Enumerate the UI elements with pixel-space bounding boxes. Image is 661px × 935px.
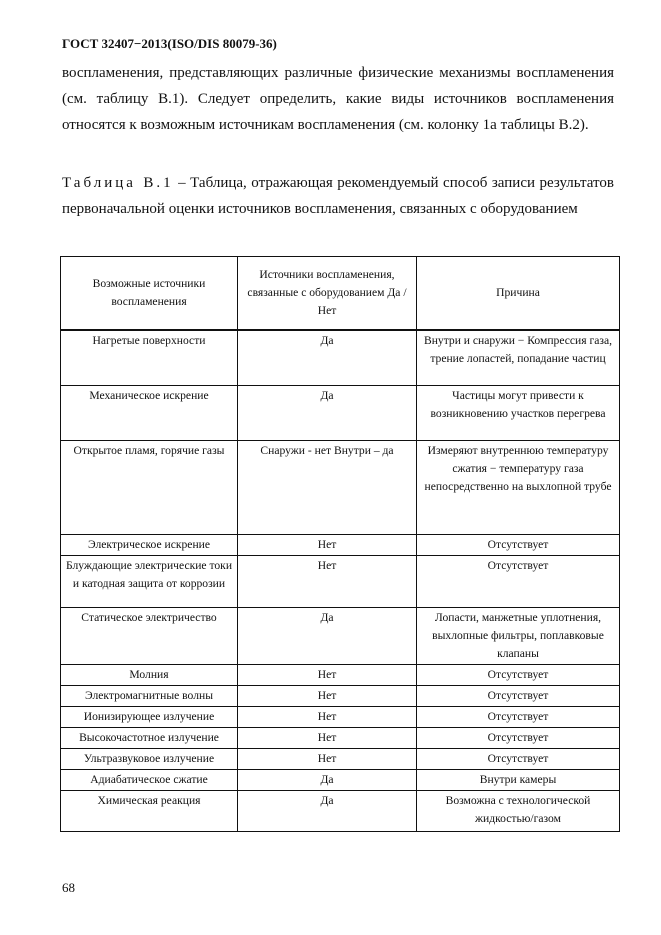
- body-paragraph: воспламенения, представляющих различные физические механизмы воспламенения (см. таблицу В.1). Следует определить, какие виды источников воспламенения относятся к возможным источникам воспламенения (см. колонку 1а таблицы В.2).: [62, 65, 614, 133]
- table-cell: Отсутствует: [417, 665, 620, 686]
- table-cell: Да: [238, 330, 417, 386]
- table-cell: Открытое пламя, горячие газы: [61, 441, 238, 535]
- table-cell: Нагретые поверхности: [61, 330, 238, 386]
- table-cell: Снаружи - нет Внутри – да: [238, 441, 417, 535]
- table-row: [61, 749, 620, 770]
- table-cell: Частицы могут привести к возникновению участков перегрева: [417, 386, 620, 441]
- table-row: [61, 770, 620, 791]
- table-row: [61, 686, 620, 707]
- table-cell: Ультразвуковое излучение: [61, 749, 238, 770]
- table-cell: Да: [238, 791, 417, 832]
- table-cell: Внутри и снаружи − Компрессия газа, трение лопастей, попадание частиц: [417, 330, 620, 386]
- table-cell: Адиабатическое сжатие: [61, 770, 238, 791]
- page-number: 68: [62, 880, 75, 895]
- table-cell: Нет: [238, 686, 417, 707]
- table-cell: Нет: [238, 556, 417, 608]
- table-cell: Электрическое искрение: [61, 535, 238, 556]
- table-cell: Нет: [238, 749, 417, 770]
- table-cell: Высокочастотное излучение: [61, 728, 238, 749]
- ignition-sources-table: [60, 256, 620, 832]
- document-header: ГОСТ 32407−2013(ISO/DIS 80079-36): [62, 36, 277, 51]
- table-cell: Нет: [238, 728, 417, 749]
- header-cell: Источники воспламенения, связанные с оборудованием Да /Нет: [238, 257, 417, 331]
- table-cell: Отсутствует: [417, 749, 620, 770]
- table-caption: [62, 170, 614, 222]
- table-cell: Внутри камеры: [417, 770, 620, 791]
- table-row: [61, 608, 620, 665]
- header-cell: Возможные источники воспламенения: [61, 257, 238, 331]
- table-cell: Отсутствует: [417, 728, 620, 749]
- table-cell: Химическая реакция: [61, 791, 238, 832]
- table-cell: Отсутствует: [417, 686, 620, 707]
- table-cell: Статическое электричество: [61, 608, 238, 665]
- table-cell: Молния: [61, 665, 238, 686]
- table-row: [61, 791, 620, 832]
- table-cell: Отсутствует: [417, 535, 620, 556]
- table-cell: Электромагнитные волны: [61, 686, 238, 707]
- table-row: [61, 556, 620, 608]
- table-row: [61, 441, 620, 535]
- table-row: [61, 330, 620, 386]
- table-cell: Нет: [238, 535, 417, 556]
- table-cell: Да: [238, 770, 417, 791]
- table-cell: Ионизирующее излучение: [61, 707, 238, 728]
- table-cell: Механическое искрение: [61, 386, 238, 441]
- header-cell: Причина: [417, 257, 620, 331]
- table-cell: Отсутствует: [417, 707, 620, 728]
- table-cell: Нет: [238, 665, 417, 686]
- table-row: [61, 386, 620, 441]
- table-header-row: [61, 257, 620, 331]
- table-cell: Возможна с технологической жидкостью/газом: [417, 791, 620, 832]
- table-row: [61, 665, 620, 686]
- caption-text: – Таблица, отражающая рекомендуемый способ записи результатов первоначальной оценки источников воспламенения, связанных с оборудованием: [62, 175, 614, 217]
- table-cell: Блуждающие электрические токи и катодная защита от коррозии: [61, 556, 238, 608]
- table-row: [61, 707, 620, 728]
- table-cell: Отсутствует: [417, 556, 620, 608]
- table-cell: Измеряют внутреннюю температуру сжатия − температуру газа непосредственно на выхлопной трубе: [417, 441, 620, 535]
- table-cell: Да: [238, 386, 417, 441]
- table-row: [61, 728, 620, 749]
- table-cell: Лопасти, манжетные уплотнения, выхлопные фильтры, поплавковые клапаны: [417, 608, 620, 665]
- table-cell: Да: [238, 608, 417, 665]
- caption-label: Таблица В.1: [62, 175, 174, 191]
- table-cell: Нет: [238, 707, 417, 728]
- table-row: [61, 535, 620, 556]
